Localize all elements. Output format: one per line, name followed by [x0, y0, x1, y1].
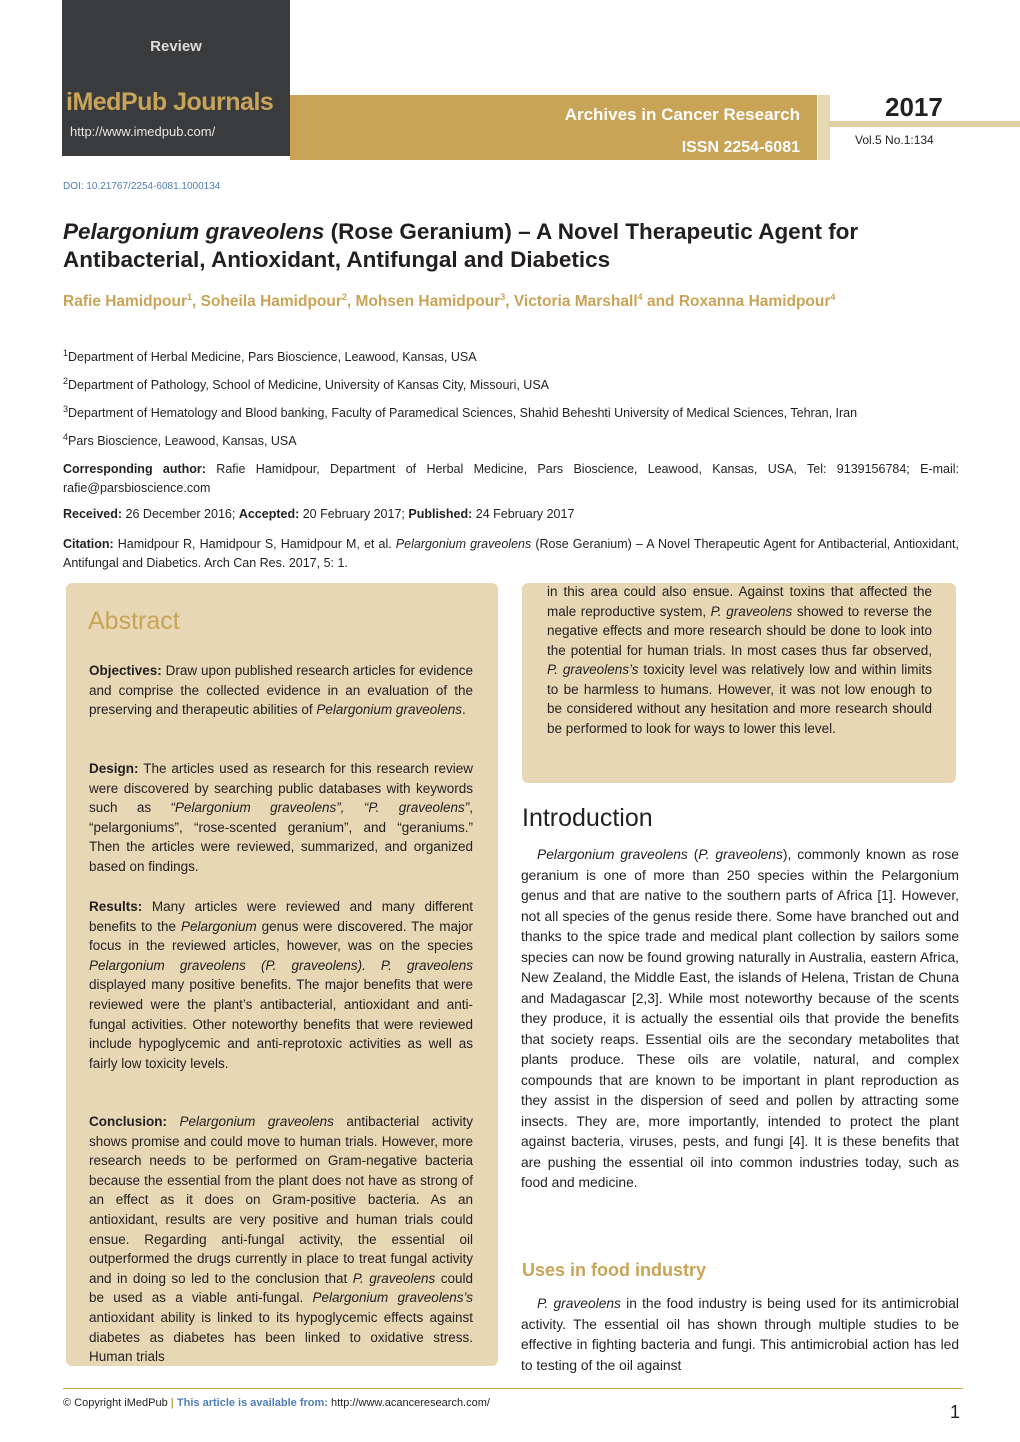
author-conjunction: and: [646, 293, 675, 311]
author-name: Rafie Hamidpour: [63, 293, 188, 311]
results-text: genus were discovered. The major focus in the reviewed articles, however, was on the species: [89, 918, 474, 954]
affiliation-number: 3: [63, 404, 69, 414]
uses-text: in the food industry is being used for its antimicrobial activity. The essential oil has shown through multiple studies to be effective in fighting bacteria and fungi. This antimicrobial action has led to testing of the oil against: [521, 1296, 959, 1373]
affiliation-item: [63, 404, 857, 420]
intro-species: Pelargonium graveolens: [537, 847, 688, 862]
results-label: Results:: [89, 899, 143, 914]
affiliation-text: Pars Bioscience, Leawood, Kansas, USA: [68, 434, 297, 449]
publisher-name: iMedPub Journals: [66, 88, 274, 116]
affiliation-item: [63, 432, 297, 448]
abstract-results: [89, 897, 473, 1073]
page-number: 1: [950, 1402, 961, 1422]
citation-label: Citation:: [63, 537, 114, 551]
published-date: 24 February 2017: [472, 507, 575, 521]
conclusion-label: Conclusion:: [89, 1114, 167, 1129]
affiliation-text: Department of Hematology and Blood banking, Faculty of Paramedical Sciences, Shahid Beheshti University of Medical Sciences, Tehran, Iran: [68, 406, 858, 421]
author-affiliation-mark: 4: [830, 292, 836, 302]
accepted-label: Accepted:: [238, 507, 300, 521]
results-species: Pelargonium graveolens (P. graveolens). P. graveolens: [89, 957, 473, 973]
corresponding-text: Rafie Hamidpour, Department of Herbal Medicine, Pars Bioscience, Leawood, Kansas, USA, Tel: 9139156784; E-mail: rafie@parsbioscience.com: [63, 462, 960, 495]
publisher-url-link[interactable]: http://www.imedpub.com/: [70, 124, 216, 139]
results-genus: Pelargonium: [180, 918, 257, 934]
corresponding-author: [63, 460, 959, 498]
received-label: Received:: [63, 507, 123, 521]
continuation-species: P. graveolens: [710, 603, 793, 619]
continuation-text: showed to reverse the negative effects and more research should be done to look into the potential for human trials. In most cases thus far observed,: [547, 603, 933, 658]
uses-species: P. graveolens: [537, 1296, 621, 1311]
intro-text: (: [687, 847, 699, 862]
objectives-end: .: [461, 702, 466, 718]
received-date: 26 December 2016;: [122, 507, 239, 521]
objectives-text: Draw upon published research articles for evidence and comprise the collected evidence in an evaluation of the preserving and therapeutic abilities of: [89, 663, 473, 718]
design-text: The articles used as research for this research review were discovered by searching public databases with keywords such as: [89, 761, 473, 816]
continuation-text: in this area could also ensue. Against toxins that affected the male reproductive system,: [547, 584, 932, 619]
article-dates: [63, 507, 574, 521]
conclusion-text: antioxidant ability is linked to its hypoglycemic effects against diabetes as diabetes has been linked to oxidative stress. Human trials: [89, 1309, 473, 1365]
affiliation-text: Department of Herbal Medicine, Pars Bioscience, Leawood, Kansas, USA: [68, 350, 477, 365]
article-type-label: Review: [150, 38, 202, 55]
continuation-species: P. graveolens’s: [547, 662, 639, 677]
available-label: This article is available from:: [176, 1397, 328, 1409]
affiliation-item: [63, 348, 477, 364]
author-name: Victoria Marshall: [513, 293, 638, 311]
introduction-paragraph: [521, 845, 959, 1194]
footer-separator: |: [167, 1397, 177, 1409]
author-name: Roxanna Hamidpour: [678, 293, 831, 311]
objectives-label: Objectives:: [89, 663, 162, 678]
author-affiliation-mark: 3: [500, 292, 506, 302]
abstract-design: [89, 759, 473, 877]
author-name: Mohsen Hamidpour: [355, 293, 501, 311]
design-keywords: “Pelargonium graveolens”, “P. graveolens”: [170, 800, 470, 816]
accepted-date: 20 February 2017;: [299, 507, 409, 521]
published-label: Published:: [408, 507, 473, 521]
volume-number: Vol.5 No.1:134: [855, 133, 934, 147]
title-species-name: Pelargonium graveolens: [63, 219, 325, 244]
footer: [63, 1397, 490, 1409]
decorative-stripe: [818, 95, 830, 160]
copyright-text: © Copyright iMedPub: [63, 1397, 168, 1409]
affiliation-number: 4: [63, 432, 69, 442]
conclusion-species: Pelargonium graveolens: [179, 1114, 334, 1129]
affiliation-number: 2: [63, 376, 69, 386]
author-affiliation-mark: 2: [341, 292, 347, 302]
citation-text: Hamidpour R, Hamidpour S, Hamidpour M, et al.: [113, 537, 396, 551]
affiliation-item: [63, 376, 549, 392]
corresponding-label: Corresponding author:: [63, 462, 206, 476]
author-list: Rafie Hamidpour$^1$, Soheila Hamidpour$^2$, Mohsen Hamidpour$^3$, Victoria Marshall$^4$ and Roxanna Hamidpour$^4$: [63, 292, 836, 311]
conclusion-text: could be used as a viable anti-fungal.: [89, 1270, 473, 1306]
abstract-heading: Abstract: [88, 607, 180, 635]
abstract-conclusion: [89, 1112, 473, 1367]
affiliation-number: 1: [63, 348, 69, 358]
footer-divider: [63, 1388, 963, 1389]
citation: [63, 535, 959, 573]
publication-year: 2017: [885, 92, 943, 122]
doi-link[interactable]: DOI: 10.21767/2254-6081.1000134: [63, 181, 221, 192]
conclusion-species: Pelargonium graveolens’s: [312, 1290, 473, 1306]
continuation-text: toxicity level was relatively low and within limits to be harmless to humans. However, it was not low enough to be considered without any hesitation and more research should be performed to look for ways to lower this level.: [547, 662, 932, 736]
author-name: Soheila Hamidpour: [200, 293, 342, 311]
article-title: [63, 218, 963, 274]
objectives-species: Pelargonium graveolens: [316, 702, 462, 718]
uses-food-paragraph: [521, 1294, 959, 1376]
conclusion-text: antibacterial activity shows promise and could move to human trials. However, more research needs to be performed on Gram-negative bacteria because the essential from the plant does not have as strong of an effect as it does on Gram-positive bacteria. As an antioxidant, results are very positive and human trials could ensue. Regarding anti-fungal activity, the essential oil outperformed the drugs currently in place to treat fungal activity and in doing so led to the conclusion that: [89, 1114, 473, 1286]
intro-species-abbrev: P. graveolens: [698, 847, 783, 862]
abstract-continuation-text: [547, 582, 932, 738]
intro-text: ), commonly known as rose geranium is one of more than 250 species within the Pelargonium genus and that are native to the southern parts of Africa [1]. However, not all species of the genus reside there. Some have branched out and thanks to the spice trade and medical plant collection by sailors some species can now be found growing naturally in Australia, eastern Africa, New Zealand, the Middle East, the islands of Helena, Tristan de Chuna and Madagascar [2,3]. While most noteworthy because of the scents they produce, it is actually the essential oils that provide the benefits that society reaps. Essential oils are the secondary metabolites that plants produce. These oils are volatile, natural, and complex compounds that are known to be important in plant reproduction as they assist in the dispersion of seed and pollen by attracting some insects. They are, more importantly, intended to protect the plant against bacteria, viruses, pests, and fungi [4]. It is these benefits that are pushing the essential oil into common industries today, such as food and medicine.: [521, 847, 959, 1190]
citation-species-name: Pelargonium graveolens: [395, 537, 532, 551]
affiliation-text: Department of Pathology, School of Medicine, University of Kansas City, Missouri, USA: [68, 378, 550, 393]
title-remainder: (Rose Geranium) – A Novel Therapeutic Agent for Antibacterial, Antioxidant, Antifungal and Diabetics: [63, 219, 859, 272]
results-text: displayed many positive benefits. The major benefits that were reviewed were the plant’s antibacterial, antioxidant and anti-fungal activities. Other noteworthy benefits that were reviewed include hypoglycemic and anti-reprotoxic activities as well as fairly low toxicity levels.: [89, 977, 473, 1071]
design-text: , “pelargoniums”, “rose-scented geranium”, and “geraniums.” Then the articles were reviewed, summarized, and organized based on findings.: [89, 800, 473, 874]
introduction-heading: Introduction: [522, 804, 653, 832]
design-label: Design:: [89, 761, 139, 776]
abstract-objectives: [89, 661, 473, 720]
author-affiliation-mark: 1: [187, 292, 193, 302]
journal-name: Archives in Cancer Research: [564, 105, 800, 124]
citation-text: (Rose Geranium) – A Novel Therapeutic Agent for Antibacterial, Antioxidant, Antifungal and Diabetics. Arch Can Res. 2017, 5: 1.: [63, 537, 959, 570]
uses-food-heading: Uses in food industry: [522, 1260, 707, 1280]
article-url-link[interactable]: http://www.acanceresearch.com/: [327, 1397, 490, 1409]
results-text: Many articles were reviewed and many different benefits to the: [89, 899, 473, 934]
conclusion-species: P. graveolens: [352, 1270, 436, 1286]
journal-issn: ISSN 2254-6081: [681, 139, 800, 156]
author-affiliation-mark: 4: [637, 292, 643, 302]
